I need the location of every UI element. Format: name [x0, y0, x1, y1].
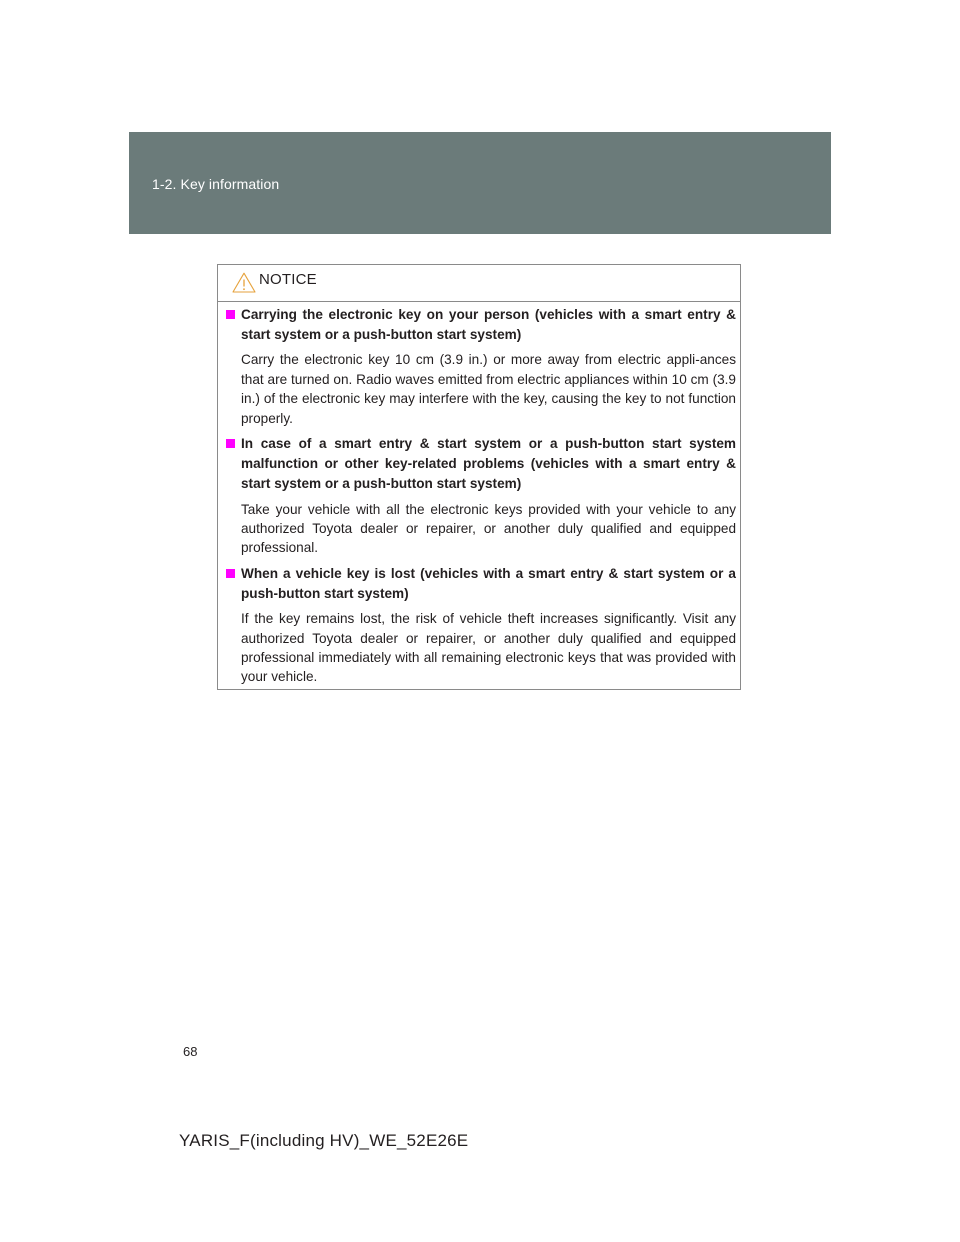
manual-code: YARIS_F(including HV)_WE_52E26E [179, 1131, 469, 1150]
notice-item-heading-text: In case of a smart entry & start system or a push-button start system malfunction or other key-related problems (vehicles with a smart entry & start system or a push-button start system) [241, 436, 736, 492]
notice-item-heading-text: Carrying the electronic key on your person (vehicles with a smart entry & start system or a push-button start system) [241, 307, 736, 343]
notice-item [218, 434, 740, 558]
notice-item-text: Carry the electronic key 10 cm (3.9 in.) or more away from electric appli-ances that are turned on. Radio waves emitted from electric appliances within 10 cm (3.9 in.) of the electronic key may interfere with the key, causing the key to not function properly. [241, 352, 736, 426]
warning-triangle-icon [232, 272, 256, 293]
notice-item-heading [241, 564, 736, 604]
section-title: 1-2. Key information [152, 176, 280, 192]
square-bullet-icon [226, 439, 235, 448]
notice-body [218, 305, 740, 693]
notice-item-heading [241, 434, 736, 495]
notice-box [217, 264, 741, 690]
page-number: 68 [183, 1044, 198, 1059]
notice-item-text: Take your vehicle with all the electronic keys provided with your vehicle to any authorized Toyota dealer or repairer, or another duly qualified and equipped professional. [241, 501, 736, 556]
square-bullet-icon [226, 569, 235, 578]
notice-item [218, 305, 740, 428]
square-bullet-icon [226, 310, 235, 319]
notice-item [218, 564, 740, 687]
notice-item-text: If the key remains lost, the risk of vehicle theft increases significantly. Visit any authorized Toyota dealer or repairer, or another duly qualified and equipped professional immediately with all remaining electronic keys that was provided with your vehicle. [241, 611, 736, 685]
notice-item-heading-text: When a vehicle key is lost (vehicles with a smart entry & start system or a push-button start system) [241, 565, 736, 602]
notice-title: NOTICE [259, 271, 317, 288]
notice-item-heading [241, 305, 736, 345]
notice-header [218, 265, 740, 302]
